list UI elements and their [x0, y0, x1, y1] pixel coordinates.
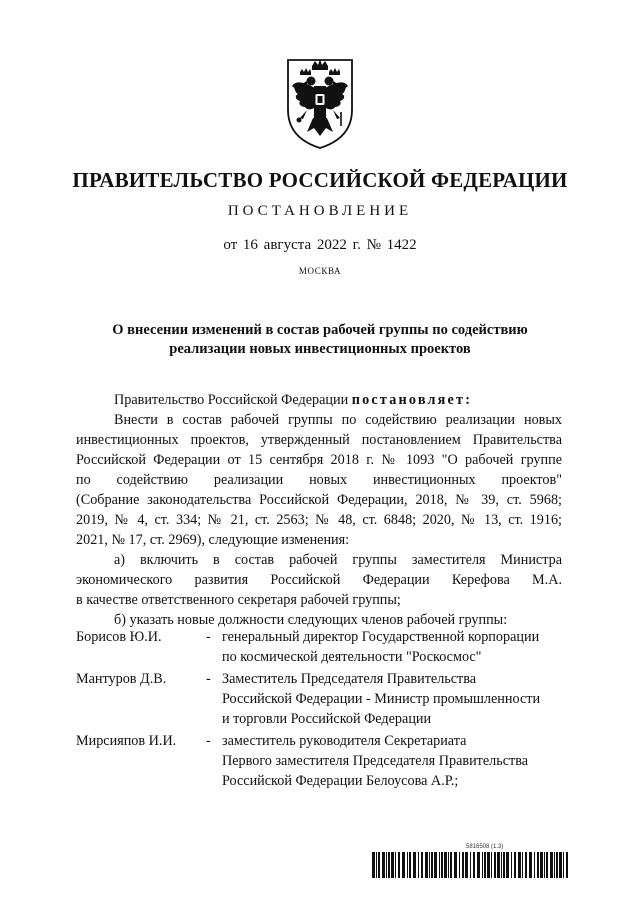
member-dash: - — [206, 733, 211, 749]
member-dash: - — [206, 671, 211, 687]
member-name: Мантуров Д.В. — [76, 671, 167, 687]
coat-of-arms-emblem-icon — [274, 52, 366, 152]
paragraph-line: 2021, № 17, ст. 2969), следующие изменения: — [76, 532, 350, 548]
paragraph-line: 2019, № 4, ст. 334; № 21, ст. 2563; № 48, ст. 6848; 2020, № 13, ст. 1916; — [76, 512, 562, 528]
intro-text: Правительство Российской Федерации — [114, 392, 352, 408]
paragraph-line: Внести в состав рабочей группы по содействию реализации новых — [114, 412, 562, 428]
member-role: генеральный директор Государственной корпорации по космической деятельности "Роскосмос" — [222, 629, 540, 665]
member-entry — [76, 669, 566, 729]
date-and-number: от 16 августа 2022 г. № 1422 — [223, 237, 417, 253]
member-role: Заместитель Председателя Правительства Российской Федерации - Министр промышленности и торговли Российской Федерации — [222, 671, 541, 727]
paragraph-line: по содействию реализации новых инвестиционных проектов" — [76, 472, 562, 488]
subject-line: О внесении изменений в состав рабочей группы по содействию — [112, 322, 528, 338]
paragraph-line: (Собрание законодательства Российской Федерации, 2018, № 39, ст. 5968; — [76, 492, 562, 508]
body-text — [76, 390, 562, 630]
member-entry — [76, 731, 566, 791]
member-dash: - — [206, 629, 211, 645]
member-name: Борисов Ю.И. — [76, 629, 162, 645]
paragraph-line: инвестиционных проектов, утвержденный постановлением Правительства — [76, 432, 562, 448]
item-a-line: в качестве ответственного секретаря рабочей группы; — [76, 592, 401, 608]
item-a-line: экономического развития Российской Федерации Керефова М.А. — [76, 572, 562, 588]
resolution-word: постановляет: — [351, 392, 473, 408]
subject-line: реализации новых инвестиционных проектов — [169, 341, 471, 357]
paragraph-line: Российской Федерации от 15 сентября 2018 г. № 1093 "О рабочей группе — [76, 452, 562, 468]
government-title: ПРАВИТЕЛЬСТВО РОССИЙСКОЙ ФЕДЕРАЦИИ — [72, 168, 568, 192]
intro-paragraph — [76, 390, 562, 410]
document-code: 5816508 (1.3) — [466, 844, 504, 850]
subject-heading — [95, 321, 545, 359]
member-name: Мирсияпов И.И. — [76, 733, 177, 749]
document-type: ПОСТАНОВЛЕНИЕ — [227, 203, 413, 219]
item-a-line: а) включить в состав рабочей группы заместителя Министра — [114, 552, 562, 568]
member-entry — [76, 627, 566, 667]
item-b-line: б) указать новые должности следующих членов рабочей группы: — [114, 612, 508, 628]
member-role: заместитель руководителя Секретариата Первого заместителя Председателя Правительства Российской Федерации Белоусова А.Р.; — [222, 733, 529, 789]
barcode-icon — [372, 852, 568, 878]
city: МОСКВА — [298, 266, 342, 276]
